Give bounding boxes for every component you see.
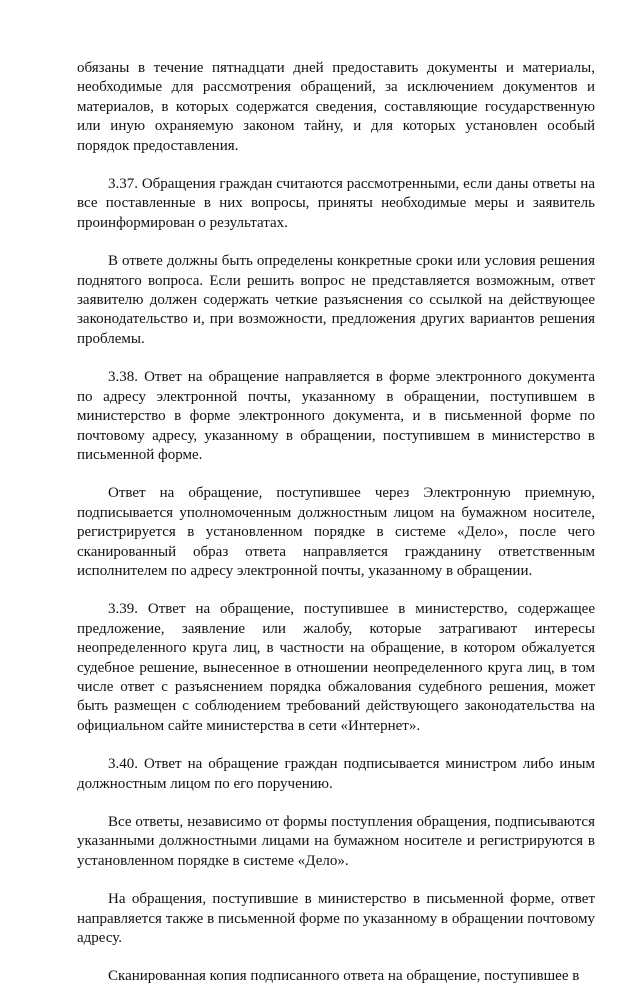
paragraph-3-39: 3.39. Ответ на обращение, поступившее в министерство, содержащее предложение, заявление или жалобу, которые затрагивают интересы неопределенного круга лиц, в частности на обращение, в котором обжалуется судебное решение, вынесенное в отношении неопределенного круга лиц, в том числе ответ с разъяснением порядка обжалования судебного решения, может быть размещен с соблюдением требований действующего законодательства на официальном сайте министерства в сети «Интернет». <box>77 601 595 734</box>
paragraph-written-form: На обращения, поступившие в министерство в письменной форме, ответ направляется также в письменной форме по указанному в обращении почтовому адресу. <box>77 891 595 947</box>
paragraph-3-38: 3.38. Ответ на обращение направляется в форме электронного документа по адресу электронной почты, указанному в обращении, поступившем в министерство в форме электронного документа, и в письменной форме по почтовому адресу, указанному в обращении, поступившем в министерство в письменной форме. <box>77 369 595 463</box>
paragraph-3-37: 3.37. Обращения граждан считаются рассмотренными, если даны ответы на все поставленные в них вопросы, приняты необходимые меры и заявитель проинформирован о результатах. <box>77 176 595 231</box>
paragraph-electronic-reception: Ответ на обращение, поступившее через Электронную приемную, подписывается уполномоченным должностным лицом на бумажном носителе, регистрируется в установленном порядке в системе «Дело», после чего сканированный образ ответа направляется гражданину ответственным исполнителем по адресу электронной почты, указанному в обращении. <box>77 485 595 579</box>
paragraph-continuation: обязаны в течение пятнадцати дней предоставить документы и материалы, необходимые для рассмотрения обращений, за исключением документов и материалов, в которых содержатся сведения, составляющие государственную или иную охраняемую законом тайну, и для которых установлен особый порядок предоставления. <box>77 60 595 154</box>
paragraph-answer-terms: В ответе должны быть определены конкретные сроки или условия решения поднятого вопроса. Если решить вопрос не представляется возможным, ответ заявителю должен содержать четкие разъяснения со ссылкой на действующее законодательство и, при возможности, предложения других вариантов решения проблемы. <box>77 253 595 347</box>
paragraph-3-40: 3.40. Ответ на обращение граждан подписывается министром либо иным должностным лицом по его поручению. <box>77 756 595 792</box>
document-page <box>77 59 595 987</box>
paragraph-all-answers: Все ответы, независимо от формы поступления обращения, подписываются указанными должностными лицами на бумажном носителе и регистрируются в установленном порядке в системе «Дело». <box>77 814 595 869</box>
paragraph-scanned-copy: Сканированная копия подписанного ответа на обращение, поступившее в <box>108 968 580 985</box>
